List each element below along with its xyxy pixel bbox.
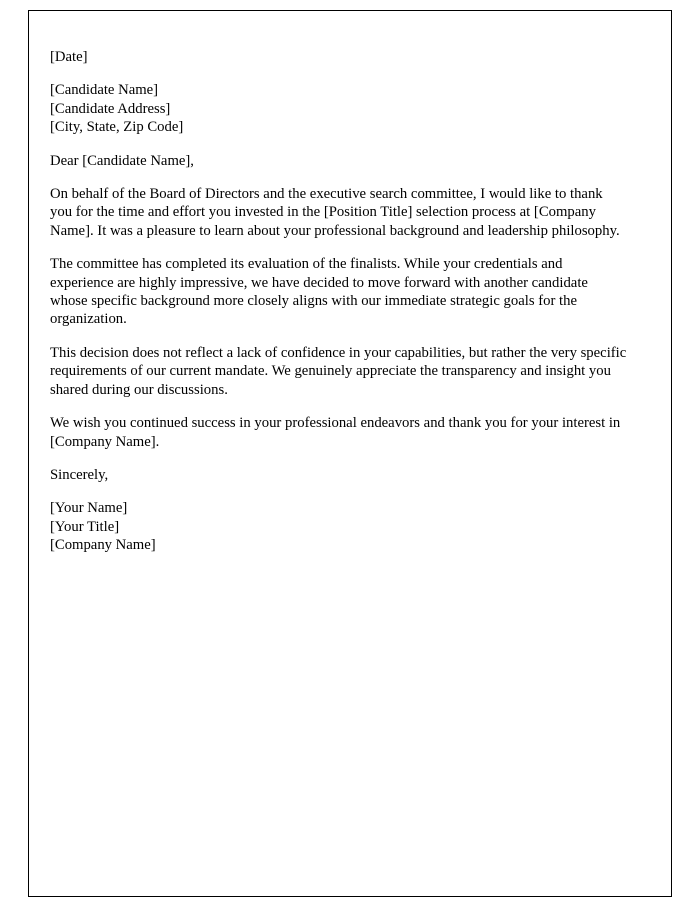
body-paragraph-4: We wish you continued success in your professional endeavors and thank you for your interest in [Company Name]. <box>50 415 621 450</box>
body-paragraph-1: On behalf of the Board of Directors and the executive search committee, I would like to thank you for the time and effort you invested in the [Position Title] selection process at [Company Name]. It was a pleasure to learn about your professional background and leadership philosophy. <box>50 186 620 239</box>
body-paragraph-3: This decision does not reflect a lack of confidence in your capabilities, but rather the very specific requirements of our current mandate. We genuinely appreciate the transparency and insight you shared during our discussions. <box>50 344 627 398</box>
date-block <box>50 48 628 66</box>
signature-company: [Company Name] <box>50 537 156 554</box>
salutation: Dear [Candidate Name], <box>50 152 194 169</box>
recipient-address: [Candidate Address] <box>50 100 171 117</box>
signature-block <box>50 499 628 554</box>
letter-date: [Date] <box>50 49 88 65</box>
signature-name: [Your Name] <box>50 500 128 517</box>
letter-page <box>28 10 672 897</box>
closing: Sincerely, <box>50 466 109 483</box>
body-paragraph-2: The committee has completed its evaluation of the finalists. While your credentials and experience are highly impressive, we have decided to move forward with another candidate whose specific background more closely aligns with our immediate strategic goals for the organization. <box>50 256 588 328</box>
recipient-block <box>50 81 628 136</box>
signature-title: [Your Title] <box>50 518 120 535</box>
letter-content <box>29 11 628 555</box>
recipient-city-state-zip: [City, State, Zip Code] <box>50 119 184 136</box>
recipient-name: [Candidate Name] <box>50 82 159 99</box>
